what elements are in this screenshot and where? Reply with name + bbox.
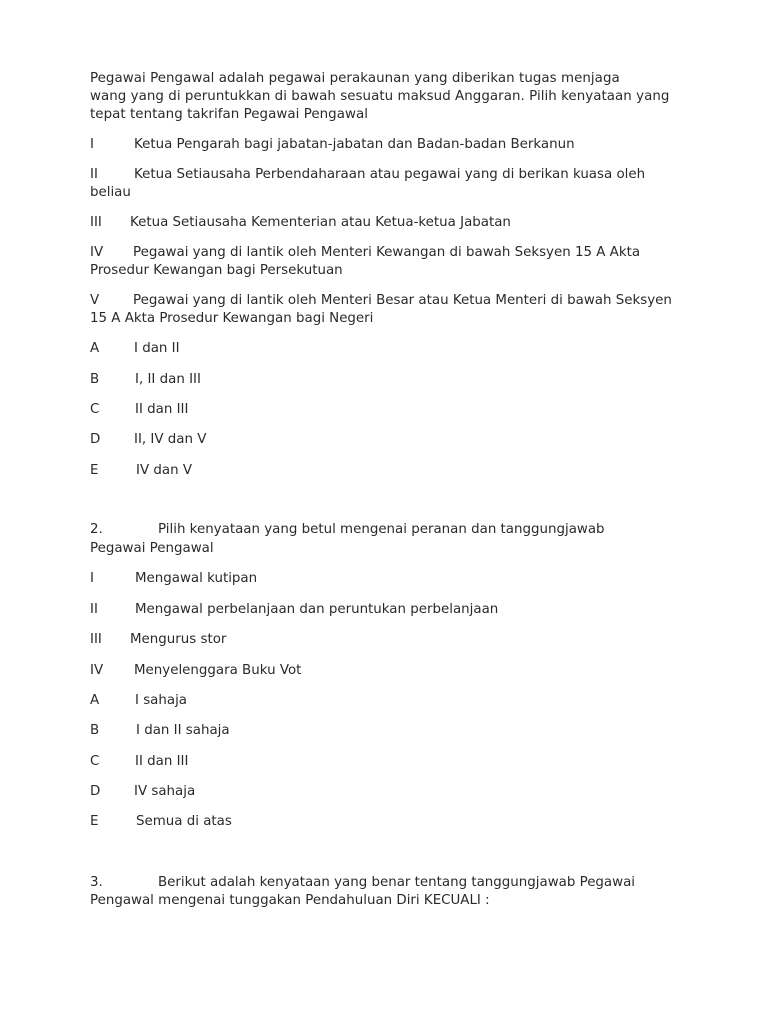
q1-statement-text: Ketua Setiausaha Kementerian atau Ketua-ketua Jabatan xyxy=(130,215,511,230)
q1-statement-text: Pegawai yang di lantik oleh Menteri Kewangan di bawah Seksyen 15 A Akta xyxy=(133,245,641,260)
q1-statement-number: V xyxy=(90,293,100,308)
q1-statement-number: II xyxy=(90,167,98,182)
q2-statement-number: I xyxy=(90,571,94,586)
q1-option-letter: B xyxy=(90,372,100,387)
q2-option-text: IV sahaja xyxy=(134,784,196,799)
q1-option-letter: E xyxy=(90,463,99,478)
q1-stem-line: Pegawai Pengawal adalah pegawai perakaunan yang diberikan tugas menjaga xyxy=(90,71,620,86)
q2-statement-number: II xyxy=(90,602,98,617)
q1-option-letter: C xyxy=(90,402,100,417)
q1-option-text: IV dan V xyxy=(136,463,192,478)
q2-option-letter: C xyxy=(90,754,100,769)
q2-statement-text: Mengurus stor xyxy=(130,632,227,647)
q2-statement-text: Mengawal kutipan xyxy=(135,571,258,586)
q1-statement-text: Pegawai yang di lantik oleh Menteri Besar atau Ketua Menteri di bawah Seksyen xyxy=(133,293,672,308)
q1-option-text: II, IV dan V xyxy=(134,432,207,447)
q1-stem-line: tepat tentang takrifan Pegawai Pengawal xyxy=(90,107,369,122)
q1-statement-number: I xyxy=(90,137,94,152)
q1-option-letter: A xyxy=(90,341,100,356)
q2-option-letter: B xyxy=(90,723,100,738)
q3-stem-line: Pengawal mengenai tunggakan Pendahuluan Diri KECUALI : xyxy=(90,893,490,908)
q2-stem-line: Pegawai Pengawal xyxy=(90,541,214,556)
q1-option-letter: D xyxy=(90,432,101,447)
q1-option-text: I, II dan III xyxy=(135,372,201,387)
q2-number: 2. xyxy=(90,522,103,537)
q3-number: 3. xyxy=(90,875,103,890)
q2-option-letter: A xyxy=(90,693,100,708)
q3-stem-line: Berikut adalah kenyataan yang benar tentang tanggungjawab Pegawai xyxy=(158,875,636,890)
q1-statement-text: Ketua Setiausaha Perbendaharaan atau pegawai yang di berikan kuasa oleh xyxy=(134,167,646,182)
q1-statement-text: 15 A Akta Prosedur Kewangan bagi Negeri xyxy=(90,311,374,326)
q2-statement-number: IV xyxy=(90,663,104,678)
q1-option-text: II dan III xyxy=(135,402,189,417)
q1-option-text: I dan II xyxy=(134,341,180,356)
q1-statement-text: beliau xyxy=(90,185,131,200)
q1-statement-text: Ketua Pengarah bagi jabatan-jabatan dan Badan-badan Berkanun xyxy=(134,137,575,152)
q2-option-letter: E xyxy=(90,814,99,829)
q2-option-text: Semua di atas xyxy=(136,814,232,829)
q1-stem-line: wang yang di peruntukkan di bawah sesuatu maksud Anggaran. Pilih kenyataan yang xyxy=(90,89,670,104)
q1-statement-text: Prosedur Kewangan bagi Persekutuan xyxy=(90,263,343,278)
q2-option-text: I dan II sahaja xyxy=(136,723,230,738)
q2-statement-text: Menyelenggara Buku Vot xyxy=(134,663,302,678)
q2-option-letter: D xyxy=(90,784,101,799)
q2-option-text: I sahaja xyxy=(135,693,188,708)
q1-statement-number: IV xyxy=(90,245,104,260)
q2-option-text: II dan III xyxy=(135,754,189,769)
q2-statement-number: III xyxy=(90,632,102,647)
q1-statement-number: III xyxy=(90,215,102,230)
q2-statement-text: Mengawal perbelanjaan dan peruntukan perbelanjaan xyxy=(135,602,499,617)
q2-stem-line: Pilih kenyataan yang betul mengenai peranan dan tanggungjawab xyxy=(158,522,605,537)
